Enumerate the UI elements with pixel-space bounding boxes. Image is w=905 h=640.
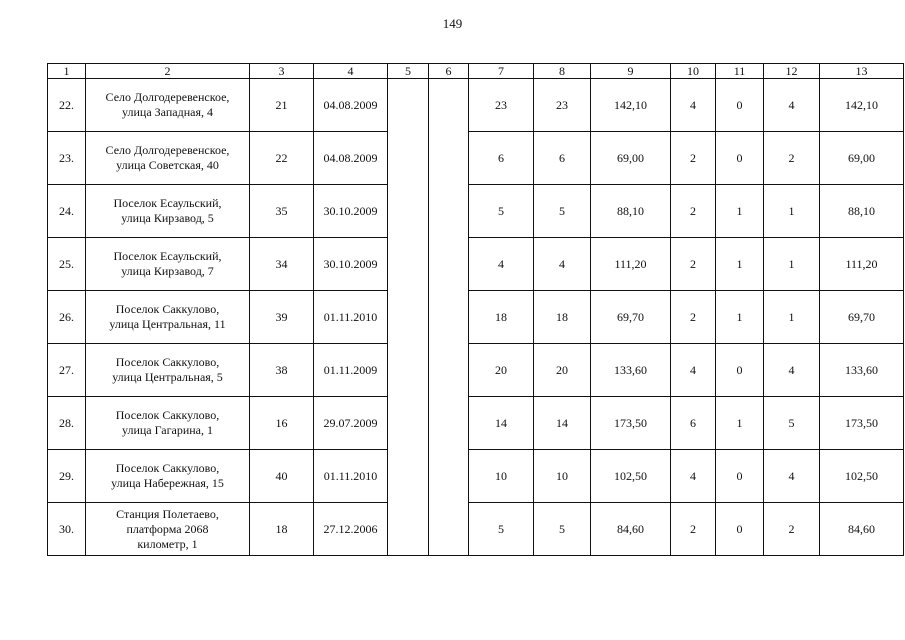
table-row bbox=[48, 450, 904, 503]
column-12-cell: 2 bbox=[764, 132, 820, 185]
table-row bbox=[48, 291, 904, 344]
date-cell: 04.08.2009 bbox=[314, 132, 388, 185]
column-11-cell: 0 bbox=[716, 132, 764, 185]
column-header: 5 bbox=[388, 64, 429, 79]
column-11-cell: 1 bbox=[716, 185, 764, 238]
address-cell: Село Долгодеревенское, улица Советская, 40 bbox=[86, 132, 250, 185]
column-10-cell: 6 bbox=[671, 397, 716, 450]
column-8-cell: 5 bbox=[534, 503, 591, 556]
column-8-cell: 14 bbox=[534, 397, 591, 450]
address-cell: Поселок Саккулово, улица Центральная, 11 bbox=[86, 291, 250, 344]
address-cell: Поселок Саккулово, улица Гагарина, 1 bbox=[86, 397, 250, 450]
column-10-cell: 2 bbox=[671, 132, 716, 185]
area-cell: 102,50 bbox=[591, 450, 671, 503]
column-header: 9 bbox=[591, 64, 671, 79]
area-cell: 88,10 bbox=[591, 185, 671, 238]
area-cell: 111,20 bbox=[591, 238, 671, 291]
table-row bbox=[48, 79, 904, 132]
table-row bbox=[48, 503, 904, 556]
date-cell: 30.10.2009 bbox=[314, 238, 388, 291]
date-cell: 01.11.2010 bbox=[314, 450, 388, 503]
column-8-cell: 5 bbox=[534, 185, 591, 238]
column-11-cell: 0 bbox=[716, 450, 764, 503]
row-number-cell: 22. bbox=[48, 79, 86, 132]
column-13-cell: 111,20 bbox=[820, 238, 904, 291]
address-cell: Поселок Есаульский, улица Кирзавод, 7 bbox=[86, 238, 250, 291]
table-row bbox=[48, 344, 904, 397]
area-cell: 142,10 bbox=[591, 79, 671, 132]
address-cell: Село Долгодеревенское, улица Западная, 4 bbox=[86, 79, 250, 132]
column-12-cell: 4 bbox=[764, 344, 820, 397]
column-12-cell: 2 bbox=[764, 503, 820, 556]
column-7-cell: 14 bbox=[469, 397, 534, 450]
column-header: 4 bbox=[314, 64, 388, 79]
column-13-cell: 69,70 bbox=[820, 291, 904, 344]
column-5-merged-cell bbox=[388, 79, 429, 556]
area-cell: 84,60 bbox=[591, 503, 671, 556]
table-row bbox=[48, 238, 904, 291]
column-8-cell: 6 bbox=[534, 132, 591, 185]
column-header: 11 bbox=[716, 64, 764, 79]
area-cell: 173,50 bbox=[591, 397, 671, 450]
row-number-cell: 26. bbox=[48, 291, 86, 344]
column-10-cell: 2 bbox=[671, 185, 716, 238]
column-10-cell: 4 bbox=[671, 450, 716, 503]
column-7-cell: 6 bbox=[469, 132, 534, 185]
area-cell: 69,00 bbox=[591, 132, 671, 185]
column-header: 3 bbox=[250, 64, 314, 79]
column-13-cell: 88,10 bbox=[820, 185, 904, 238]
column-11-cell: 1 bbox=[716, 291, 764, 344]
column-8-cell: 10 bbox=[534, 450, 591, 503]
column-7-cell: 5 bbox=[469, 185, 534, 238]
column-8-cell: 18 bbox=[534, 291, 591, 344]
address-cell: Станция Полетаево, платформа 2068 километр, 1 bbox=[86, 503, 250, 556]
column-11-cell: 1 bbox=[716, 397, 764, 450]
table-row bbox=[48, 132, 904, 185]
column-header: 6 bbox=[429, 64, 469, 79]
column-11-cell: 0 bbox=[716, 79, 764, 132]
column-10-cell: 2 bbox=[671, 503, 716, 556]
date-cell: 27.12.2006 bbox=[314, 503, 388, 556]
column-12-cell: 5 bbox=[764, 397, 820, 450]
column-12-cell: 1 bbox=[764, 185, 820, 238]
column-header: 13 bbox=[820, 64, 904, 79]
row-number-cell: 28. bbox=[48, 397, 86, 450]
column-13-cell: 84,60 bbox=[820, 503, 904, 556]
column-8-cell: 20 bbox=[534, 344, 591, 397]
column-10-cell: 4 bbox=[671, 344, 716, 397]
column-header: 10 bbox=[671, 64, 716, 79]
column-13-cell: 173,50 bbox=[820, 397, 904, 450]
column-3-cell: 16 bbox=[250, 397, 314, 450]
page-number: 149 bbox=[442, 16, 463, 31]
column-3-cell: 21 bbox=[250, 79, 314, 132]
row-number-cell: 24. bbox=[48, 185, 86, 238]
column-3-cell: 22 bbox=[250, 132, 314, 185]
column-header: 12 bbox=[764, 64, 820, 79]
column-3-cell: 38 bbox=[250, 344, 314, 397]
column-12-cell: 1 bbox=[764, 238, 820, 291]
column-13-cell: 142,10 bbox=[820, 79, 904, 132]
column-8-cell: 4 bbox=[534, 238, 591, 291]
area-cell: 133,60 bbox=[591, 344, 671, 397]
housing-registry-table bbox=[47, 63, 904, 556]
date-cell: 04.08.2009 bbox=[314, 79, 388, 132]
column-7-cell: 10 bbox=[469, 450, 534, 503]
column-header: 2 bbox=[86, 64, 250, 79]
table-row bbox=[48, 185, 904, 238]
row-number-cell: 23. bbox=[48, 132, 86, 185]
date-cell: 01.11.2009 bbox=[314, 344, 388, 397]
row-number-cell: 29. bbox=[48, 450, 86, 503]
column-header: 8 bbox=[534, 64, 591, 79]
column-7-cell: 23 bbox=[469, 79, 534, 132]
row-number-cell: 27. bbox=[48, 344, 86, 397]
column-12-cell: 4 bbox=[764, 450, 820, 503]
column-header: 7 bbox=[469, 64, 534, 79]
column-7-cell: 18 bbox=[469, 291, 534, 344]
column-13-cell: 69,00 bbox=[820, 132, 904, 185]
table-row bbox=[48, 397, 904, 450]
date-cell: 30.10.2009 bbox=[314, 185, 388, 238]
column-header: 1 bbox=[48, 64, 86, 79]
column-12-cell: 1 bbox=[764, 291, 820, 344]
column-10-cell: 2 bbox=[671, 238, 716, 291]
column-7-cell: 5 bbox=[469, 503, 534, 556]
column-11-cell: 1 bbox=[716, 238, 764, 291]
column-3-cell: 40 bbox=[250, 450, 314, 503]
column-13-cell: 133,60 bbox=[820, 344, 904, 397]
column-3-cell: 35 bbox=[250, 185, 314, 238]
column-11-cell: 0 bbox=[716, 344, 764, 397]
column-10-cell: 2 bbox=[671, 291, 716, 344]
date-cell: 01.11.2010 bbox=[314, 291, 388, 344]
date-cell: 29.07.2009 bbox=[314, 397, 388, 450]
column-7-cell: 20 bbox=[469, 344, 534, 397]
column-11-cell: 0 bbox=[716, 503, 764, 556]
column-7-cell: 4 bbox=[469, 238, 534, 291]
area-cell: 69,70 bbox=[591, 291, 671, 344]
column-12-cell: 4 bbox=[764, 79, 820, 132]
row-number-cell: 30. bbox=[48, 503, 86, 556]
column-number-row bbox=[48, 64, 904, 79]
address-cell: Поселок Есаульский, улица Кирзавод, 5 bbox=[86, 185, 250, 238]
column-3-cell: 39 bbox=[250, 291, 314, 344]
address-cell: Поселок Саккулово, улица Центральная, 5 bbox=[86, 344, 250, 397]
column-6-merged-cell bbox=[429, 79, 469, 556]
column-3-cell: 34 bbox=[250, 238, 314, 291]
column-3-cell: 18 bbox=[250, 503, 314, 556]
row-number-cell: 25. bbox=[48, 238, 86, 291]
address-cell: Поселок Саккулово, улица Набережная, 15 bbox=[86, 450, 250, 503]
column-13-cell: 102,50 bbox=[820, 450, 904, 503]
column-8-cell: 23 bbox=[534, 79, 591, 132]
column-10-cell: 4 bbox=[671, 79, 716, 132]
